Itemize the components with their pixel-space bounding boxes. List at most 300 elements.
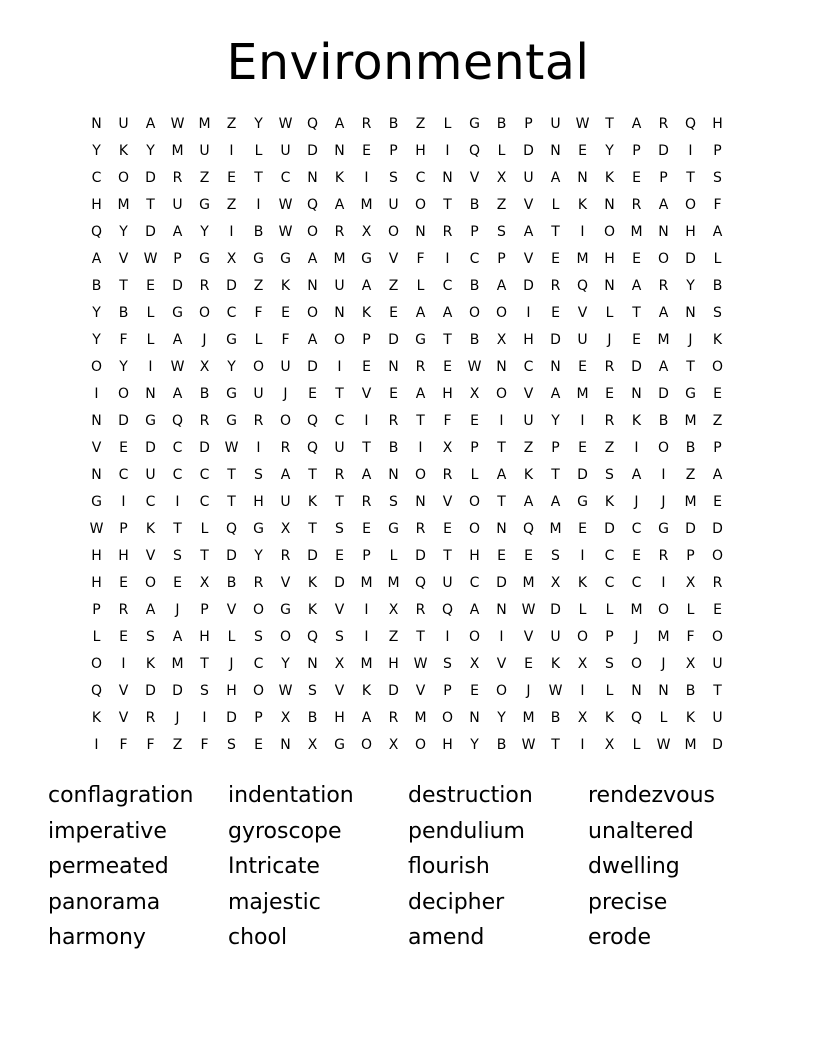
grid-letter: F — [200, 737, 209, 753]
grid-letter: M — [360, 575, 373, 591]
grid-letter: B — [712, 278, 723, 294]
grid-letter: R — [253, 575, 264, 591]
grid-letter: U — [334, 278, 345, 294]
grid-letter: R — [631, 197, 642, 213]
grid-letter: F — [146, 737, 155, 753]
grid-letter: E — [119, 575, 128, 591]
grid-letter: D — [172, 278, 183, 294]
grid-letter: T — [200, 548, 209, 564]
grid-letter: B — [469, 278, 480, 294]
grid-letter: Q — [522, 521, 535, 537]
grid-letter: A — [631, 278, 642, 294]
grid-letter: N — [685, 305, 696, 321]
grid-letter: M — [684, 494, 697, 510]
grid-letter: E — [389, 305, 398, 321]
grid-letter: T — [254, 170, 263, 186]
grid-letter: P — [713, 143, 722, 159]
grid-letter: F — [119, 332, 128, 348]
grid-letter: O — [252, 602, 265, 618]
grid-letter: O — [711, 359, 724, 375]
grid-letter: E — [578, 440, 587, 456]
grid-letter: Z — [226, 116, 237, 132]
grid-letter: X — [469, 656, 480, 672]
grid-letter: H — [253, 494, 264, 510]
word-list-item: chool — [228, 925, 288, 951]
grid-letter: R — [415, 359, 426, 375]
grid-letter: T — [443, 332, 452, 348]
grid-row — [83, 246, 735, 273]
grid-letter: N — [631, 683, 642, 699]
grid-letter: C — [604, 548, 615, 564]
grid-letter: W — [278, 197, 293, 213]
grid-letter: M — [414, 710, 427, 726]
grid-letter: K — [685, 710, 696, 726]
grid-letter: Y — [551, 413, 560, 429]
grid-letter: N — [307, 170, 318, 186]
grid-letter: E — [146, 278, 155, 294]
grid-letter: S — [200, 683, 209, 699]
grid-letter: J — [688, 332, 693, 348]
grid-letter: M — [549, 521, 562, 537]
grid-letter: Y — [227, 359, 236, 375]
grid-letter: X — [334, 656, 345, 672]
grid-letter: H — [334, 710, 345, 726]
grid-letter: V — [442, 494, 453, 510]
grid-letter: G — [280, 251, 291, 267]
grid-letter: S — [551, 548, 560, 564]
word-list — [48, 780, 788, 958]
grid-letter: R — [604, 413, 615, 429]
grid-letter: R — [388, 413, 399, 429]
grid-letter: X — [199, 575, 210, 591]
grid-letter: A — [334, 116, 345, 132]
grid-letter: O — [495, 386, 508, 402]
grid-letter: P — [92, 602, 101, 618]
grid-letter: R — [334, 467, 345, 483]
grid-letter: U — [550, 116, 561, 132]
grid-letter: O — [306, 224, 319, 240]
grid-letter: O — [117, 386, 130, 402]
grid-letter: M — [117, 197, 130, 213]
grid-letter: A — [496, 467, 507, 483]
grid-letter: O — [414, 737, 427, 753]
grid-letter: D — [658, 386, 669, 402]
grid-letter: I — [364, 602, 369, 618]
grid-letter: V — [388, 251, 399, 267]
grid-letter: A — [631, 467, 642, 483]
grid-letter: L — [254, 332, 263, 348]
grid-letter: E — [443, 521, 452, 537]
grid-letter: E — [632, 170, 641, 186]
grid-letter: C — [631, 521, 642, 537]
grid-letter: P — [362, 548, 371, 564]
grid-letter: V — [577, 305, 588, 321]
grid-letter: J — [661, 656, 666, 672]
grid-letter: E — [713, 386, 722, 402]
grid-letter: Y — [281, 656, 290, 672]
grid-letter: A — [361, 467, 372, 483]
grid-letter: P — [686, 548, 695, 564]
grid-letter: H — [415, 143, 426, 159]
grid-letter: B — [307, 710, 318, 726]
grid-letter: C — [415, 170, 426, 186]
grid-letter: J — [661, 494, 666, 510]
grid-letter: W — [413, 656, 428, 672]
grid-letter: V — [523, 386, 534, 402]
grid-letter: Y — [470, 737, 479, 753]
grid-letter: D — [145, 440, 156, 456]
grid-letter: Z — [712, 413, 723, 429]
grid-letter: T — [605, 116, 614, 132]
grid-letter: I — [580, 224, 585, 240]
grid-letter: U — [334, 440, 345, 456]
grid-letter: Q — [306, 413, 319, 429]
grid-letter: T — [632, 305, 641, 321]
grid-letter: X — [280, 710, 291, 726]
grid-letter: V — [496, 656, 507, 672]
grid-letter: E — [308, 386, 317, 402]
grid-letter: E — [578, 521, 587, 537]
grid-letter: C — [226, 305, 237, 321]
grid-row — [83, 624, 735, 651]
grid-letter: Y — [254, 548, 263, 564]
grid-letter: W — [656, 737, 671, 753]
word-list-item: Intricate — [228, 854, 320, 880]
grid-letter: T — [443, 197, 452, 213]
grid-letter: K — [577, 197, 588, 213]
grid-letter: A — [172, 332, 183, 348]
grid-letter: J — [526, 683, 531, 699]
grid-letter: P — [254, 710, 263, 726]
grid-letter: C — [172, 440, 183, 456]
grid-letter: K — [361, 305, 372, 321]
grid-letter: Q — [684, 116, 697, 132]
grid-letter: T — [497, 440, 506, 456]
grid-letter: M — [171, 143, 184, 159]
grid-row — [83, 678, 735, 705]
grid-letter: N — [307, 656, 318, 672]
grid-letter: W — [278, 116, 293, 132]
grid-letter: C — [199, 494, 210, 510]
grid-letter: M — [522, 575, 535, 591]
grid-letter: B — [91, 278, 102, 294]
grid-letter: V — [91, 440, 102, 456]
grid-letter: A — [172, 224, 183, 240]
grid-letter: S — [146, 629, 155, 645]
grid-letter: O — [711, 629, 724, 645]
grid-letter: H — [523, 332, 534, 348]
grid-letter: L — [254, 143, 263, 159]
word-search-grid — [83, 111, 735, 759]
grid-letter: C — [469, 251, 480, 267]
grid-letter: M — [684, 737, 697, 753]
grid-letter: I — [364, 413, 369, 429]
grid-letter: P — [362, 332, 371, 348]
grid-letter: H — [604, 251, 615, 267]
grid-letter: A — [307, 332, 318, 348]
grid-row — [83, 489, 735, 516]
grid-letter: S — [335, 521, 344, 537]
grid-row — [83, 408, 735, 435]
grid-letter: W — [467, 359, 482, 375]
grid-letter: Y — [119, 359, 128, 375]
grid-row — [83, 300, 735, 327]
grid-letter: A — [469, 602, 480, 618]
grid-letter: A — [658, 305, 669, 321]
grid-letter: T — [308, 467, 317, 483]
grid-row — [83, 219, 735, 246]
grid-letter: I — [580, 737, 585, 753]
grid-letter: Y — [497, 710, 506, 726]
grid-letter: P — [173, 251, 182, 267]
grid-letter: B — [469, 332, 480, 348]
grid-letter: W — [521, 737, 536, 753]
grid-letter: W — [224, 440, 239, 456]
grid-letter: W — [575, 116, 590, 132]
grid-letter: H — [118, 548, 129, 564]
grid-letter: B — [685, 440, 696, 456]
grid-letter: E — [497, 548, 506, 564]
grid-letter: W — [143, 251, 158, 267]
grid-letter: K — [307, 575, 318, 591]
grid-letter: Q — [414, 575, 427, 591]
grid-letter: I — [499, 413, 504, 429]
grid-letter: R — [172, 170, 183, 186]
grid-letter: L — [200, 521, 209, 537]
grid-letter: N — [496, 602, 507, 618]
grid-letter: K — [334, 170, 345, 186]
grid-letter: A — [334, 197, 345, 213]
grid-letter: V — [523, 251, 534, 267]
grid-letter: K — [145, 656, 156, 672]
grid-letter: W — [170, 116, 185, 132]
grid-letter: H — [685, 224, 696, 240]
grid-letter: I — [202, 710, 207, 726]
grid-letter: R — [415, 602, 426, 618]
grid-letter: T — [713, 683, 722, 699]
grid-letter: L — [92, 629, 101, 645]
grid-letter: P — [497, 251, 506, 267]
grid-letter: P — [605, 629, 614, 645]
grid-letter: Z — [523, 440, 534, 456]
grid-letter: O — [252, 683, 265, 699]
grid-letter: Z — [388, 629, 399, 645]
grid-letter: S — [389, 170, 398, 186]
grid-letter: K — [280, 278, 291, 294]
grid-letter: O — [495, 305, 508, 321]
grid-letter: O — [657, 251, 670, 267]
grid-letter: V — [118, 251, 129, 267]
grid-letter: R — [712, 575, 723, 591]
grid-letter: M — [333, 251, 346, 267]
grid-letter: C — [469, 575, 480, 591]
grid-letter: E — [227, 170, 236, 186]
grid-letter: I — [661, 575, 666, 591]
grid-letter: F — [686, 629, 695, 645]
grid-letter: L — [389, 548, 398, 564]
grid-letter: A — [145, 116, 156, 132]
grid-letter: V — [226, 602, 237, 618]
grid-letter: U — [172, 197, 183, 213]
grid-letter: X — [307, 737, 318, 753]
grid-letter: I — [364, 170, 369, 186]
grid-letter: K — [550, 656, 561, 672]
grid-letter: K — [118, 143, 129, 159]
grid-letter: L — [659, 710, 668, 726]
grid-letter: D — [307, 548, 318, 564]
word-list-item: indentation — [228, 783, 354, 808]
grid-row — [83, 165, 735, 192]
grid-letter: O — [468, 521, 481, 537]
grid-letter: I — [445, 629, 450, 645]
grid-letter: U — [388, 197, 399, 213]
grid-letter: U — [253, 386, 264, 402]
grid-letter: B — [496, 116, 507, 132]
grid-letter: O — [198, 305, 211, 321]
grid-letter: F — [443, 413, 452, 429]
grid-letter: G — [253, 251, 264, 267]
grid-letter: Q — [171, 413, 184, 429]
grid-letter: M — [630, 602, 643, 618]
grid-letter: G — [199, 197, 210, 213]
grid-letter: N — [307, 278, 318, 294]
grid-letter: B — [388, 116, 399, 132]
grid-letter: L — [713, 251, 722, 267]
grid-letter: M — [576, 386, 589, 402]
grid-letter: H — [442, 386, 453, 402]
grid-letter: Y — [605, 143, 614, 159]
grid-letter: T — [416, 629, 425, 645]
grid-letter: S — [308, 683, 317, 699]
grid-letter: D — [199, 440, 210, 456]
grid-letter: O — [414, 467, 427, 483]
grid-letter: B — [496, 737, 507, 753]
grid-letter: Q — [441, 602, 454, 618]
grid-letter: O — [468, 629, 481, 645]
grid-letter: K — [577, 575, 588, 591]
grid-letter: X — [496, 332, 507, 348]
grid-row — [83, 381, 735, 408]
grid-letter: K — [307, 494, 318, 510]
grid-letter: T — [227, 467, 236, 483]
grid-letter: A — [550, 386, 561, 402]
grid-letter: Y — [686, 278, 695, 294]
grid-letter: D — [145, 683, 156, 699]
grid-letter: S — [254, 467, 263, 483]
grid-letter: E — [389, 386, 398, 402]
grid-letter: E — [173, 575, 182, 591]
grid-letter: A — [172, 386, 183, 402]
grid-letter: D — [307, 359, 318, 375]
grid-letter: E — [632, 251, 641, 267]
grid-letter: Q — [306, 116, 319, 132]
grid-letter: O — [333, 332, 346, 348]
grid-letter: H — [91, 548, 102, 564]
grid-letter: E — [713, 602, 722, 618]
grid-letter: G — [334, 737, 345, 753]
grid-letter: U — [118, 116, 129, 132]
grid-letter: O — [279, 629, 292, 645]
grid-letter: H — [199, 629, 210, 645]
word-list-item: erode — [588, 925, 652, 951]
grid-letter: R — [604, 359, 615, 375]
grid-letter: O — [414, 197, 427, 213]
grid-letter: D — [226, 710, 237, 726]
grid-letter: E — [281, 305, 290, 321]
grid-letter: M — [657, 332, 670, 348]
word-list-item: decipher — [408, 889, 505, 915]
grid-letter: J — [229, 656, 234, 672]
grid-letter: W — [521, 602, 536, 618]
grid-letter: P — [389, 143, 398, 159]
page-title: Environmental — [226, 34, 590, 91]
word-list-item: imperative — [48, 818, 167, 844]
grid-letter: E — [551, 251, 560, 267]
grid-row — [83, 651, 735, 678]
grid-letter: V — [334, 683, 345, 699]
grid-letter: N — [442, 170, 453, 186]
grid-letter: D — [226, 278, 237, 294]
grid-letter: K — [523, 467, 534, 483]
grid-letter: C — [199, 467, 210, 483]
grid-letter: V — [523, 197, 534, 213]
grid-letter: L — [227, 629, 236, 645]
word-list-item: precise — [588, 889, 668, 915]
grid-letter: I — [688, 143, 693, 159]
grid-letter: D — [658, 143, 669, 159]
grid-letter: X — [685, 656, 696, 672]
grid-row — [83, 462, 735, 489]
grid-letter: D — [712, 521, 723, 537]
grid-letter: B — [685, 683, 696, 699]
grid-letter: I — [580, 413, 585, 429]
word-list-item: flourish — [408, 854, 490, 880]
grid-letter: U — [145, 467, 156, 483]
grid-letter: G — [199, 251, 210, 267]
grid-letter: N — [496, 359, 507, 375]
grid-letter: I — [499, 629, 504, 645]
grid-letter: D — [604, 521, 615, 537]
grid-letter: X — [685, 575, 696, 591]
grid-letter: D — [550, 602, 561, 618]
grid-letter: T — [335, 494, 344, 510]
grid-letter: G — [388, 521, 399, 537]
grid-letter: M — [657, 629, 670, 645]
grid-letter: X — [577, 710, 588, 726]
grid-letter: X — [199, 359, 210, 375]
grid-letter: E — [362, 359, 371, 375]
grid-letter: A — [658, 197, 669, 213]
grid-letter: N — [631, 386, 642, 402]
grid-letter: D — [145, 224, 156, 240]
grid-letter: N — [604, 197, 615, 213]
grid-letter: I — [580, 548, 585, 564]
grid-letter: E — [335, 548, 344, 564]
grid-letter: O — [468, 494, 481, 510]
grid-letter: C — [523, 359, 534, 375]
grid-letter: I — [634, 440, 639, 456]
grid-letter: X — [496, 170, 507, 186]
grid-letter: U — [712, 656, 723, 672]
grid-row — [83, 327, 735, 354]
grid-letter: M — [171, 656, 184, 672]
grid-letter: Q — [306, 197, 319, 213]
grid-row — [83, 435, 735, 462]
grid-letter: B — [388, 440, 399, 456]
grid-letter: S — [173, 548, 182, 564]
grid-row — [83, 273, 735, 300]
grid-letter: X — [442, 440, 453, 456]
